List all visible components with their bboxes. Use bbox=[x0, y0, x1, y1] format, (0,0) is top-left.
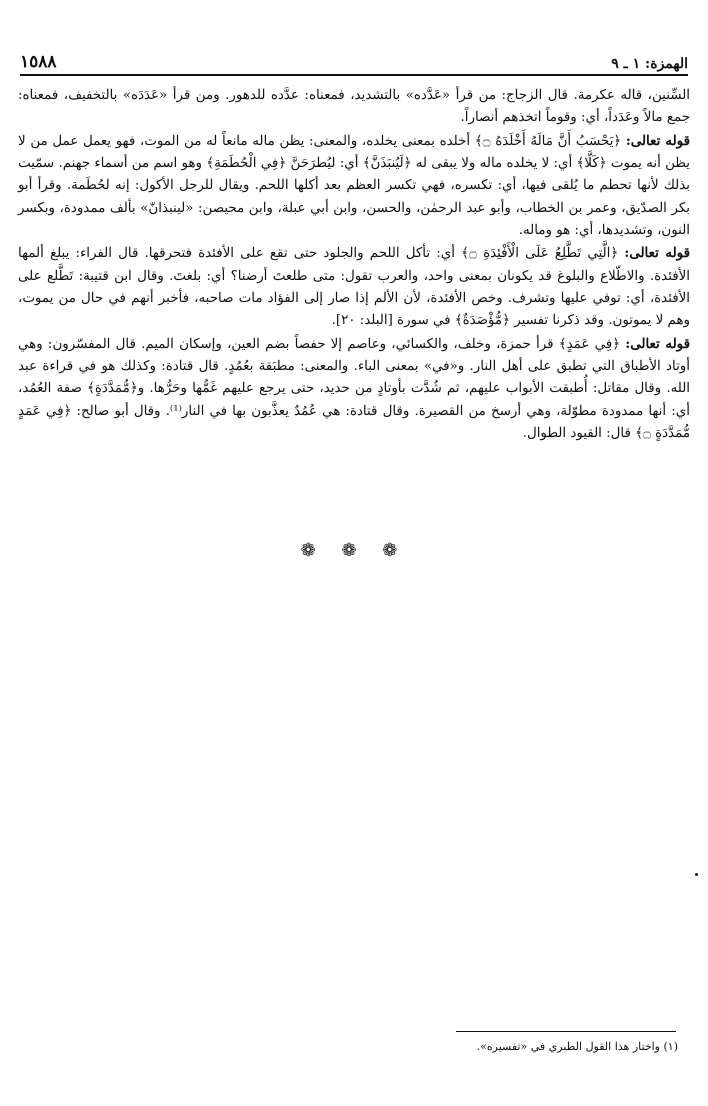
section-end-ornaments: ❁ ❁ ❁ bbox=[300, 540, 408, 561]
body-text bbox=[18, 84, 690, 446]
footnote-divider bbox=[456, 1031, 676, 1032]
paragraph bbox=[18, 242, 690, 332]
page-number: ١٥٨٨ bbox=[20, 52, 57, 72]
paragraph-lead: قوله تعالى: bbox=[625, 335, 690, 352]
paragraph-text: ﴿يَحْسَبُ أَنَّ مَالَهُ أَخْلَدَهُ ۝﴾ أخلده بمعنى يخلده، والمعنى: يظن ماله مانعاً له من الموت، فهو يعمل عمل من لا يظن أنه يموت ﴿كَلَّا﴾ أي: لا يخلده ماله ولا يبقى له ﴿لَيُنبَذَنَّ﴾ أي: ليُطرَحَنَّ ﴿فِي الْحُطَمَةِ﴾ وهو اسم من أسماء جهنم. سمّيت بذلك لأنها تحطم ما يُلقى فيها، أي: تكسره، فهي تكسر العظم بعد أكلها اللحم. ويقال للرجل الأكول: إنه لحُطَمة. وقرأ أبو بكر الصدّيق، وعمر بن الخطاب، وأبو عبد الرحمٰن، والحسن، وابن أبي عبلة، وابن محيصن: «لينبذانّ» بألف ممدودة، وبكسر النون، وتشديدها، أي: هو وماله. bbox=[18, 133, 690, 239]
paragraph bbox=[18, 333, 690, 446]
paragraph-text: السِّنين، قاله عكرمة. قال الزجاج: من قرأ «عَدَّده» بالتشديد، فمعناه: عدَّده للدهور. ومن قرأ «عَدَدَه» بالتخفيف، فمعناه: جمع مالاً وعَدَداً، أي: وقوماً اتخذهم أنصاراً. bbox=[18, 88, 690, 126]
footnote: (١) واختار هذا القول الطبري في «تفسيره». bbox=[476, 1040, 678, 1053]
paragraph-lead: قوله تعالى: bbox=[625, 132, 690, 149]
paragraph-text: ﴿الَّتِي تَطَّلِعُ عَلَى الْأَفْئِدَةِ ۝﴾ أي: تأكل اللحم والجلود حتى تقع على الأفئدة فتحرقها. قال الفراء: يبلغ ألمها الأفئدة. والاطّلاع والبلوغ قد يكونان بمعنى واحد، والعرب تقول: متى طلعتَ أرضنا؟ أي: بلغتَ. وقال ابن قتيبة: تَطَّلع على الأفئدة، أي: توفي عليها وتشرف. وخص الأفئدة، لأن الألم إذا صار إلى الفؤاد مات صاحبه، فأخبر أنهم في حال من يموت، وهم لا يموتون. وقد ذكرنا تفسير ﴿مُّؤْصَدَةٌ﴾ في سورة [البلد: ٢٠]. bbox=[18, 246, 690, 329]
paragraph-text: ﴿فِي عَمَدٍ﴾ قرأ حمزة، وخلف، والكسائي، وعاصم إلا حفصاً بضم العين، وإسكان الميم. قال المفسّرون: وهي أوتاد الأطباق التي تطبق على أهل النار. و«في» بمعنى الباء. والمعنى: مطبَقة بعُمُدٍ. قال قتادة: وكذلك هو في قراءة عبد الله. وقال مقاتل: أُطبقت الأبواب عليهم، ثم شُدَّت بأوتادٍ من حديد، حتى يرجع عليهم غَمُّها وحَرُّها. و﴿مُّمَدَّدَةٍ﴾ صفة العُمُد، أي: أنها ممدودة مطوّلة، وهي أرسخ من القصيرة. وقال قتادة: هي عُمُدٌ يعذَّبون بها في النار⁽¹⁾. وقال أبو صالح: ﴿فِي عَمَدٍ مُّمَدَّدَةٍ ۝﴾ قال: القيود الطوال. bbox=[18, 336, 690, 442]
page-header bbox=[20, 50, 688, 76]
margin-dot bbox=[695, 873, 698, 876]
paragraph bbox=[18, 130, 690, 243]
paragraph-lead: قوله تعالى: bbox=[624, 245, 690, 262]
running-head: الهمزة: ١ ـ ٩ bbox=[611, 56, 688, 72]
paragraph bbox=[18, 84, 690, 130]
